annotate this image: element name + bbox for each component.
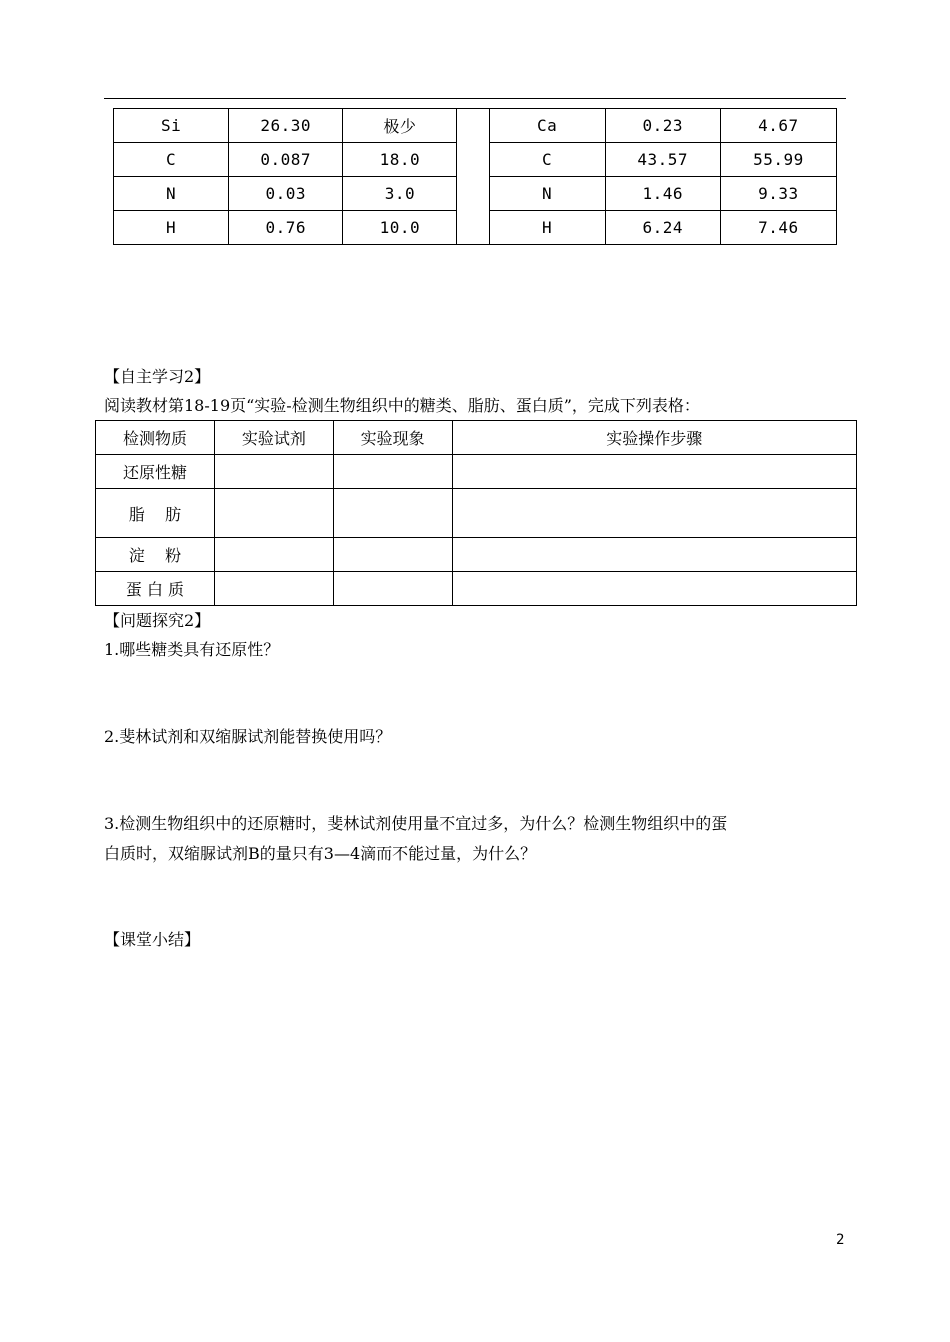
element-symbol-cell: C bbox=[489, 143, 605, 177]
header-steps: 实验操作步骤 bbox=[452, 421, 856, 455]
element-row bbox=[114, 109, 837, 143]
element-symbol-cell: H bbox=[489, 211, 605, 245]
spacer-cell bbox=[457, 211, 489, 245]
header-phenomenon: 实验现象 bbox=[333, 421, 452, 455]
steps-cell[interactable] bbox=[452, 455, 856, 489]
value-cell: 4.67 bbox=[720, 109, 836, 143]
row-starch: 淀 粉 bbox=[96, 538, 215, 572]
question-1: 1.哪些糖类具有还原性？ bbox=[104, 640, 280, 659]
question-3-line-1: 3.检测生物组织中的还原糖时，斐林试剂使用量不宜过多，为什么？检测生物组织中的蛋 bbox=[104, 814, 728, 833]
element-symbol-cell: H bbox=[114, 211, 229, 245]
value-cell: 6.24 bbox=[605, 211, 720, 245]
value-cell: 43.57 bbox=[605, 143, 720, 177]
element-content-table bbox=[113, 108, 837, 245]
value-cell: 18.0 bbox=[343, 143, 457, 177]
element-row bbox=[114, 177, 837, 211]
value-cell: 3.0 bbox=[343, 177, 457, 211]
element-symbol-cell: Si bbox=[114, 109, 229, 143]
experiment-table bbox=[95, 420, 857, 606]
reagent-cell[interactable] bbox=[214, 572, 333, 606]
phenomenon-cell[interactable] bbox=[333, 489, 452, 538]
value-cell: 0.03 bbox=[229, 177, 343, 211]
element-symbol-cell: C bbox=[114, 143, 229, 177]
value-cell: 0.23 bbox=[605, 109, 720, 143]
questions-heading: 【问题探究2】 bbox=[104, 611, 211, 630]
header-reagent: 实验试剂 bbox=[214, 421, 333, 455]
element-symbol-cell: N bbox=[114, 177, 229, 211]
value-cell: 极少 bbox=[343, 109, 457, 143]
question-3-line-2: 白质时，双缩脲试剂B的量只有3—4滴而不能过量，为什么？ bbox=[104, 844, 537, 863]
steps-cell[interactable] bbox=[452, 572, 856, 606]
element-symbol-cell: N bbox=[489, 177, 605, 211]
value-cell: 7.46 bbox=[720, 211, 836, 245]
value-cell: 9.33 bbox=[720, 177, 836, 211]
self-study-heading: 【自主学习2】 bbox=[104, 367, 211, 386]
header-substance: 检测物质 bbox=[96, 421, 215, 455]
value-cell: 0.087 bbox=[229, 143, 343, 177]
value-cell: 55.99 bbox=[720, 143, 836, 177]
row-fat: 脂 肪 bbox=[96, 489, 215, 538]
value-cell: 0.76 bbox=[229, 211, 343, 245]
phenomenon-cell[interactable] bbox=[333, 572, 452, 606]
spacer-cell bbox=[457, 177, 489, 211]
element-symbol-cell: Ca bbox=[489, 109, 605, 143]
top-rule bbox=[104, 98, 846, 99]
steps-cell[interactable] bbox=[452, 489, 856, 538]
value-cell: 1.46 bbox=[605, 177, 720, 211]
row-protein: 蛋 白 质 bbox=[96, 572, 215, 606]
element-row bbox=[114, 143, 837, 177]
row-reducing-sugar: 还原性糖 bbox=[96, 455, 215, 489]
page-number: 2 bbox=[836, 1232, 845, 1248]
summary-heading: 【课堂小结】 bbox=[104, 930, 201, 949]
spacer-cell bbox=[457, 109, 489, 143]
value-cell: 10.0 bbox=[343, 211, 457, 245]
self-study-instruction: 阅读教材第18-19页“实验-检测生物组织中的糖类、脂肪、蛋白质”，完成下列表格： bbox=[104, 396, 700, 415]
reagent-cell[interactable] bbox=[214, 489, 333, 538]
question-2: 2.斐林试剂和双缩脲试剂能替换使用吗？ bbox=[104, 727, 392, 746]
spacer-cell bbox=[457, 143, 489, 177]
reagent-cell[interactable] bbox=[214, 538, 333, 572]
element-row bbox=[114, 211, 837, 245]
value-cell: 26.30 bbox=[229, 109, 343, 143]
phenomenon-cell[interactable] bbox=[333, 455, 452, 489]
steps-cell[interactable] bbox=[452, 538, 856, 572]
reagent-cell[interactable] bbox=[214, 455, 333, 489]
phenomenon-cell[interactable] bbox=[333, 538, 452, 572]
